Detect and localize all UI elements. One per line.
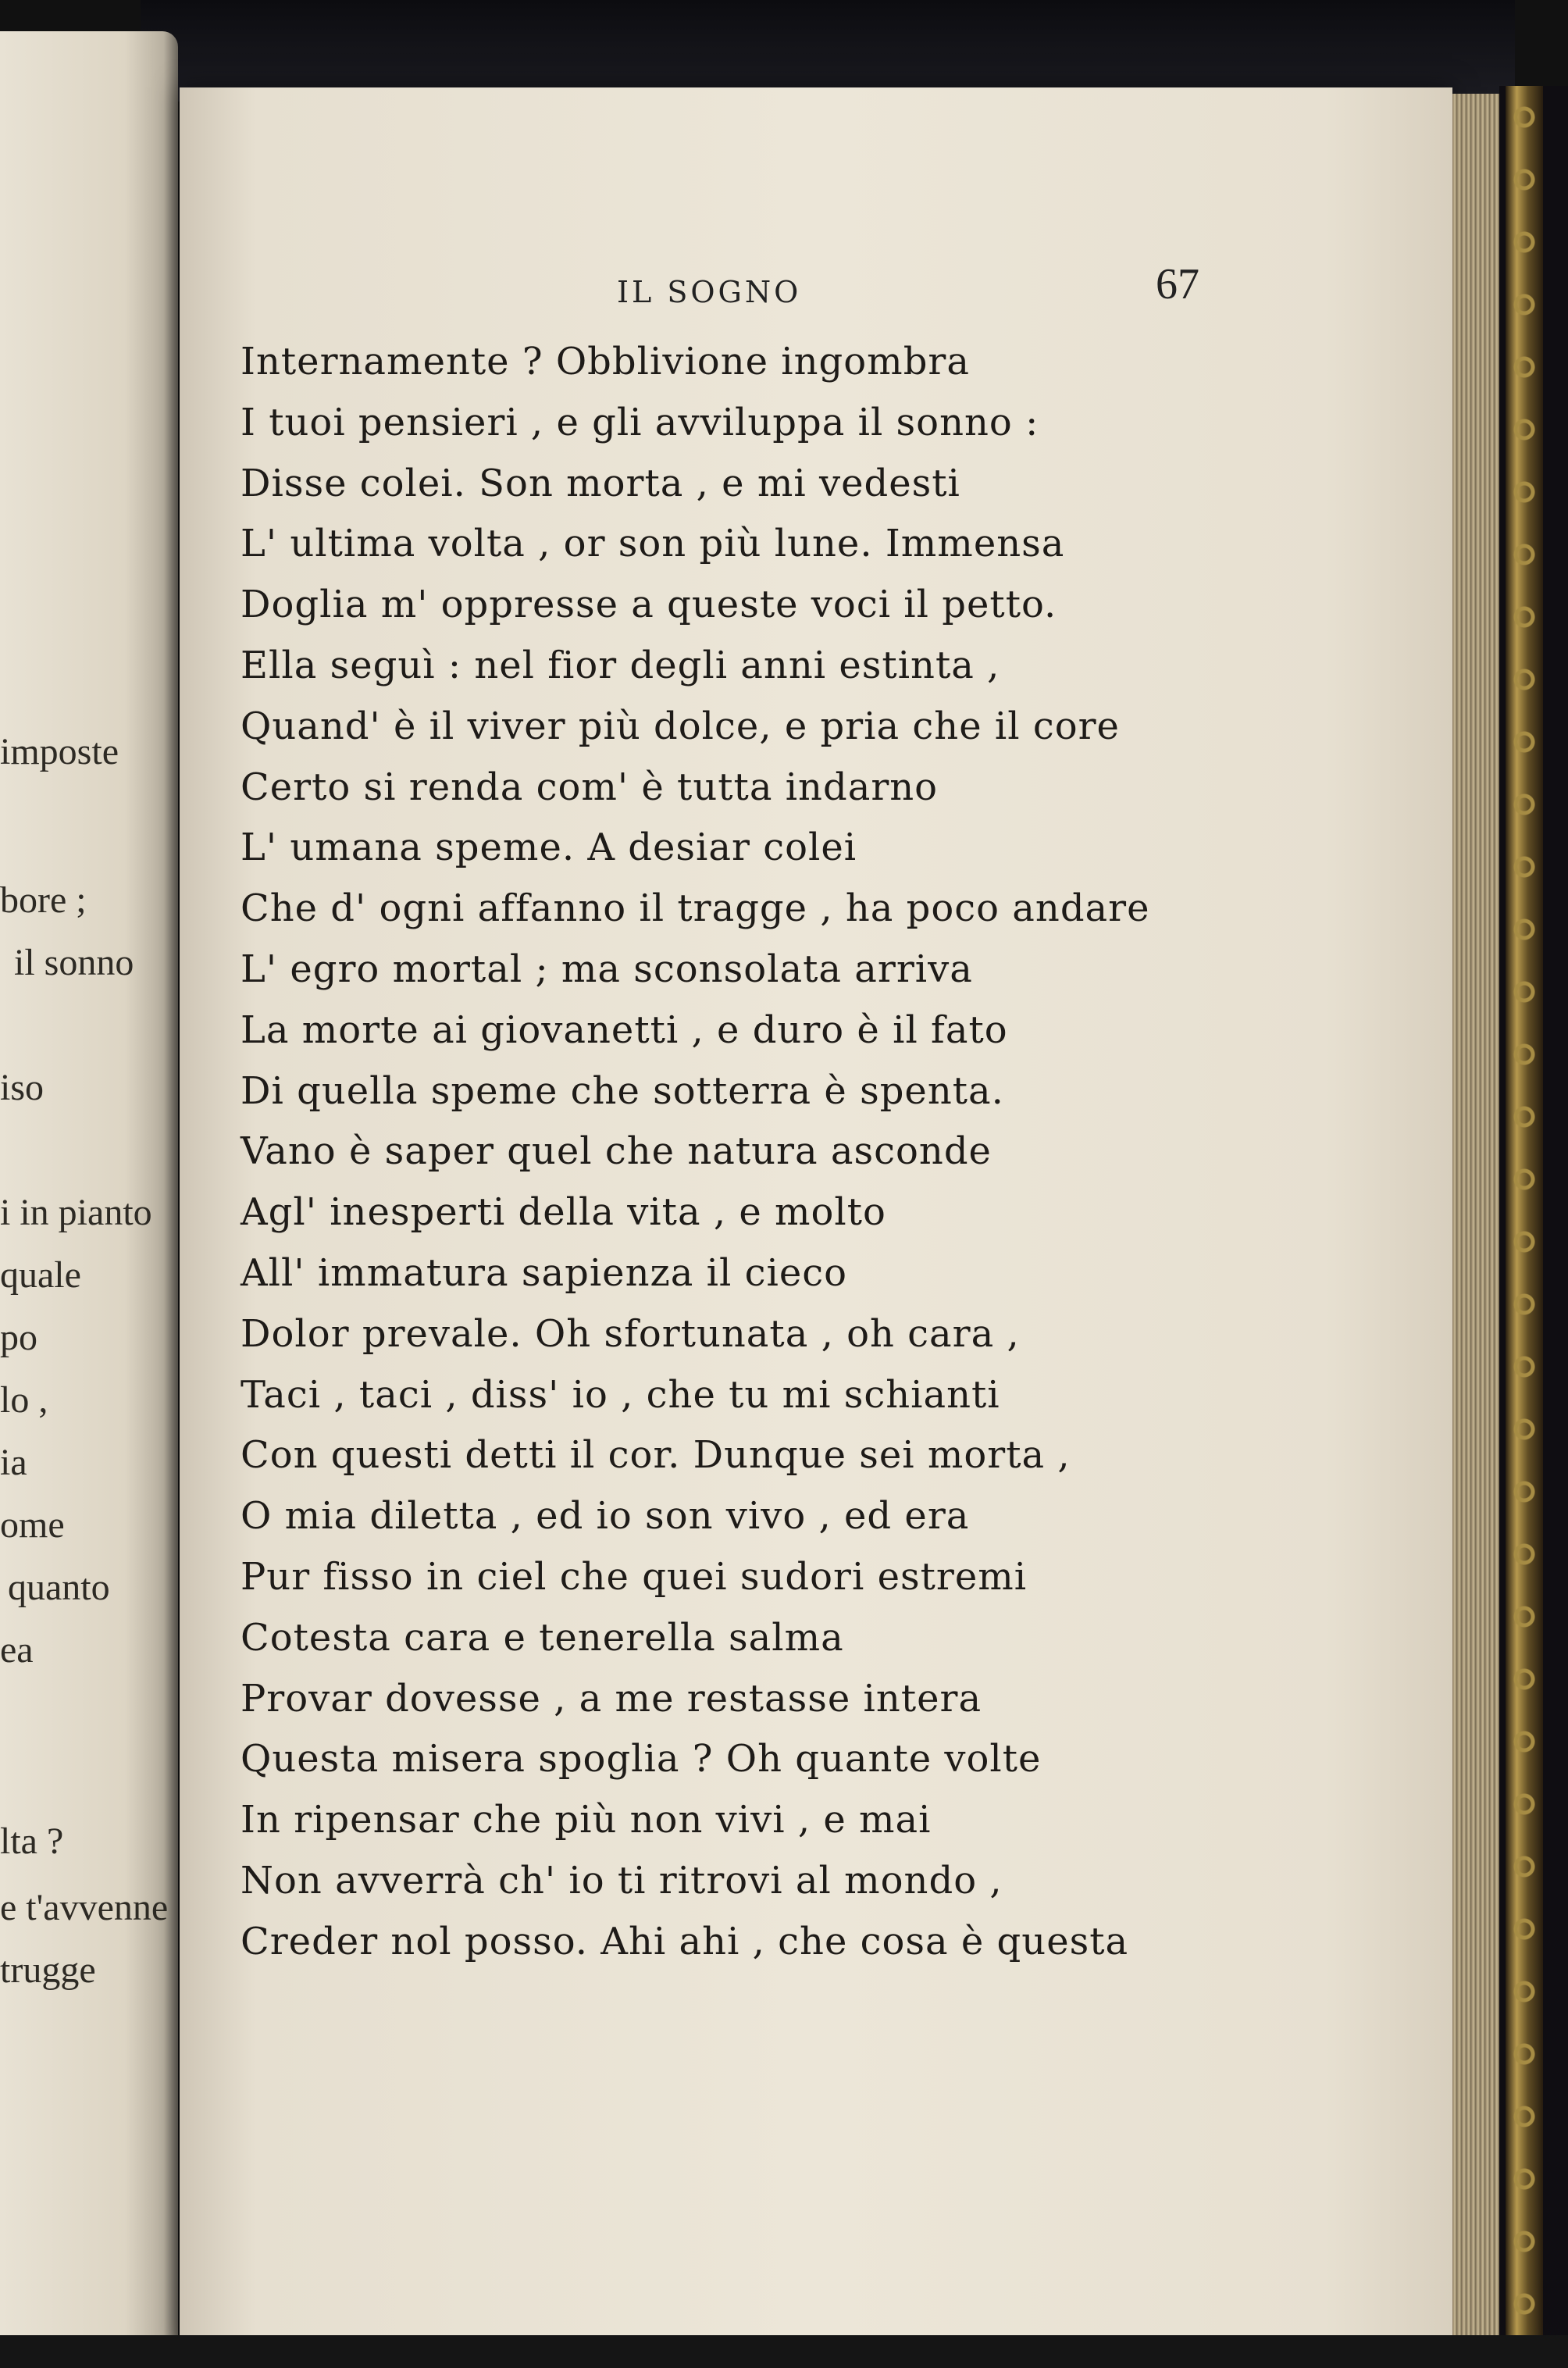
left-page-fragment: iso xyxy=(0,1067,45,1108)
poem-line: Di quella speme che sotterra è spenta. xyxy=(241,1068,1004,1113)
poem-line: Questa misera spoglia ? Oh quante volte xyxy=(241,1737,1042,1781)
left-page-fragment: quale xyxy=(0,1254,81,1296)
left-page-fragment: lo , xyxy=(0,1379,48,1421)
left-page-fragment: lta ? xyxy=(0,1821,64,1862)
book-spine-background xyxy=(141,0,1515,102)
left-page-fragment: il sonno xyxy=(14,942,134,983)
poem-line: Certo si renda com' è tutta indarno xyxy=(241,765,939,809)
poem-text xyxy=(241,332,1248,1973)
running-title: IL SOGNO xyxy=(617,275,802,309)
poem-line: Che d' ogni affanno il tragge , ha poco andare xyxy=(241,886,1150,931)
gilded-binding-border xyxy=(1499,86,1568,2368)
poem-line: Doglia m' oppresse a queste voci il petto. xyxy=(241,583,1057,627)
left-page-fragment: ome xyxy=(0,1504,65,1546)
poem-line: Con questi detti il cor. Dunque sei morta , xyxy=(241,1433,1071,1478)
poem-line: L' ultima volta , or son più lune. Immensa xyxy=(241,522,1065,566)
poem-line: Pur fisso in ciel che quei sudori estremi xyxy=(241,1554,1028,1599)
poem-line: Agl' inesperti della vita , e molto xyxy=(241,1190,886,1235)
poem-line: L' umana speme. A desiar colei xyxy=(241,826,857,870)
left-page-fragment: i in pianto xyxy=(0,1192,152,1233)
poem-line: Dolor prevale. Oh sfortunata , oh cara , xyxy=(241,1311,1020,1356)
left-page-fragment: ia xyxy=(0,1442,27,1483)
left-page-fragment: quanto xyxy=(8,1567,110,1608)
left-page xyxy=(0,31,178,2355)
left-page-fragment: po xyxy=(0,1317,37,1358)
poem-line: All' immatura sapienza il cieco xyxy=(241,1250,848,1295)
poem-line: Creder nol posso. Ahi ahi , che cosa è questa xyxy=(241,1919,1129,1963)
left-page-fragment: trugge xyxy=(0,1949,96,1991)
poem-line: Non avverrà ch' io ti ritrovi al mondo , xyxy=(241,1858,1003,1903)
left-page-fragment: bore ; xyxy=(0,879,87,921)
left-page-fragment: e t'avvenne xyxy=(0,1887,169,1928)
poem-line: Provar dovesse , a me restasse intera xyxy=(241,1676,982,1721)
poem-line: In ripensar che più non vivi , e mai xyxy=(241,1798,932,1842)
left-page-fragment: imposte xyxy=(0,731,119,772)
page-number: 67 xyxy=(1156,260,1199,308)
gilded-ornament xyxy=(1506,86,1543,2368)
poem-line: I tuoi pensieri , e gli avviluppa il sonno : xyxy=(241,400,1039,444)
poem-line: La morte ai giovanetti , e duro è il fato xyxy=(241,1007,1008,1052)
poem-line: Cotesta cara e tenerella salma xyxy=(241,1615,844,1660)
background-surface xyxy=(0,2335,1568,2368)
poem-line: Ella seguì : nel fior degli anni estinta , xyxy=(241,643,1000,687)
poem-line: Disse colei. Son morta , e mi vedesti xyxy=(241,461,960,505)
left-page-fragment: ea xyxy=(0,1629,34,1671)
poem-line: Quand' è il viver più dolce, e pria che il core xyxy=(241,704,1120,748)
page-edges xyxy=(1452,94,1499,2335)
poem-line: L' egro mortal ; ma sconsolata arriva xyxy=(241,947,973,991)
poem-line: Taci , taci , diss' io , che tu mi schianti xyxy=(241,1372,1000,1417)
poem-line: Vano è saper quel che natura asconde xyxy=(241,1129,992,1174)
poem-line: Internamente ? Obblivione ingombra xyxy=(241,340,970,383)
poem-line: O mia diletta , ed io son vivo , ed era xyxy=(241,1494,970,1539)
